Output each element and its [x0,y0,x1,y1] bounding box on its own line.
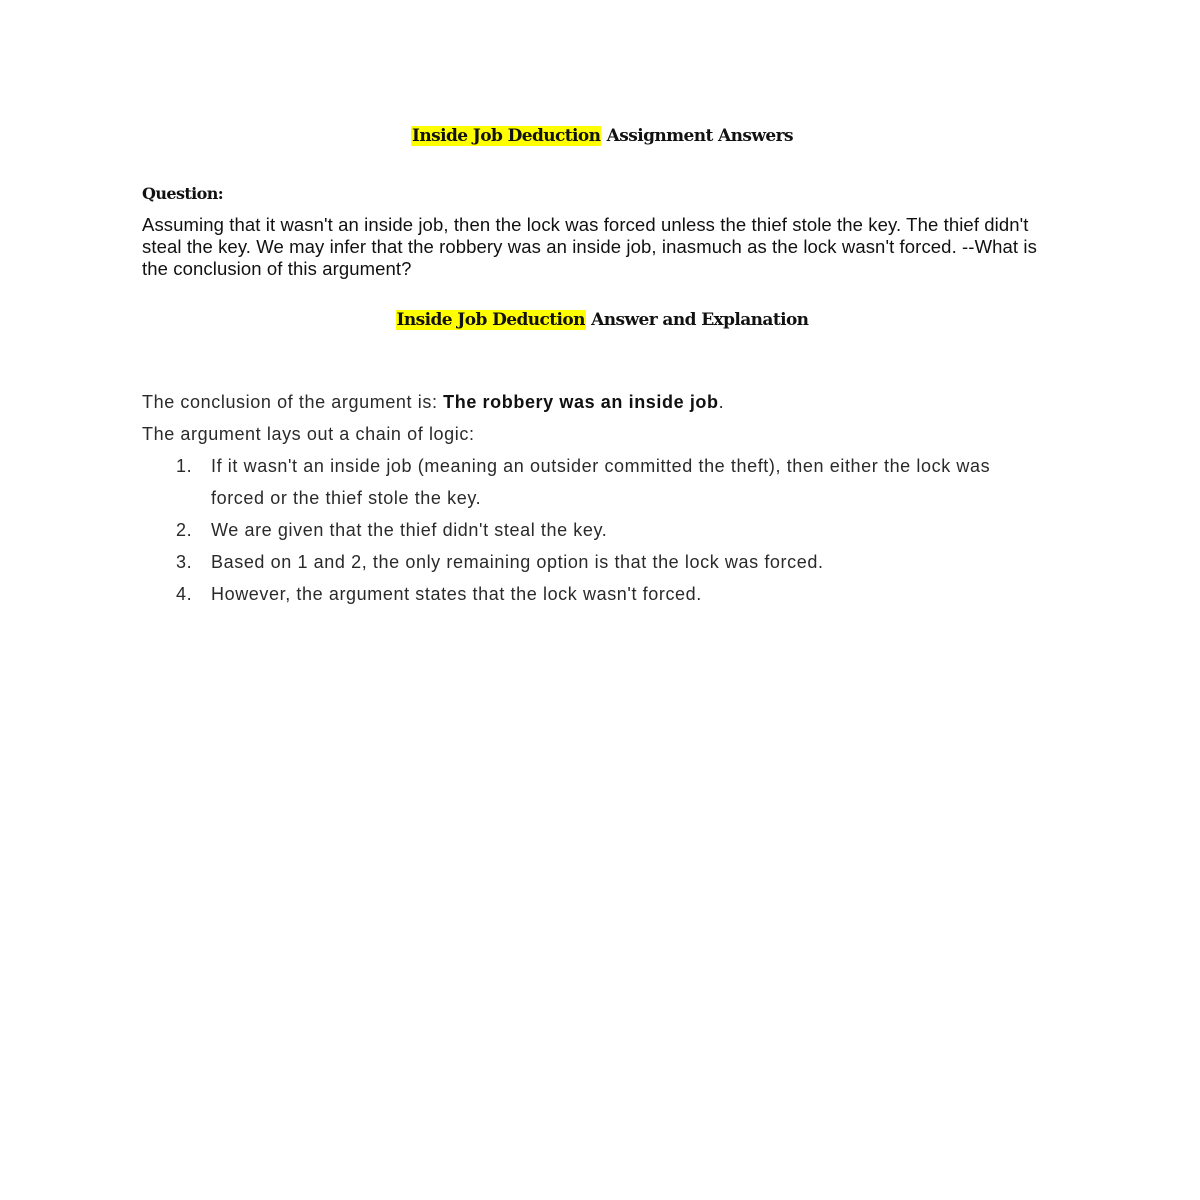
list-item [142,546,1031,578]
document-title [142,126,1062,146]
answer-title-highlight: Inside Job Deduction [396,310,585,330]
list-item [142,450,1031,514]
list-item-number: 3. [176,552,193,572]
list-item-number: 4. [176,584,193,604]
document-title-highlight: Inside Job Deduction [412,126,601,146]
document-title-rest: Assignment Answers [601,126,793,146]
answer-body [142,386,1042,610]
list-item-text: If it wasn't an inside job (meaning an outsider committed the theft), then either the lock was forced or the thief stole the key. [211,456,991,508]
answer-section-title [142,310,1062,330]
question-text: Assuming that it wasn't an inside job, then the lock was forced unless the thief stole the key. The thief didn't steal the key. We may infer that the robbery was an inside job, inasmuch as the lock wasn't forced. --What is the conclusion of this argument? [142,214,1037,279]
list-item-number: 1. [176,456,193,476]
logic-steps-list [142,450,1042,610]
logic-intro: The argument lays out a chain of logic: [142,424,475,444]
conclusion-statement: The robbery was an inside job [443,392,719,412]
conclusion-suffix: . [718,392,725,412]
list-item [142,578,1031,610]
list-item-text: We are given that the thief didn't steal the key. [211,520,608,540]
conclusion-prefix: The conclusion of the argument is: [142,392,444,412]
list-item-number: 2. [176,520,193,540]
conclusion-line [142,386,1042,418]
list-item-text: However, the argument states that the lock wasn't forced. [211,584,702,604]
list-item-text: Based on 1 and 2, the only remaining option is that the lock was forced. [211,552,824,572]
list-item [142,514,1031,546]
question-label: Question: [142,184,224,203]
answer-title-rest: Answer and Explanation [585,310,809,330]
